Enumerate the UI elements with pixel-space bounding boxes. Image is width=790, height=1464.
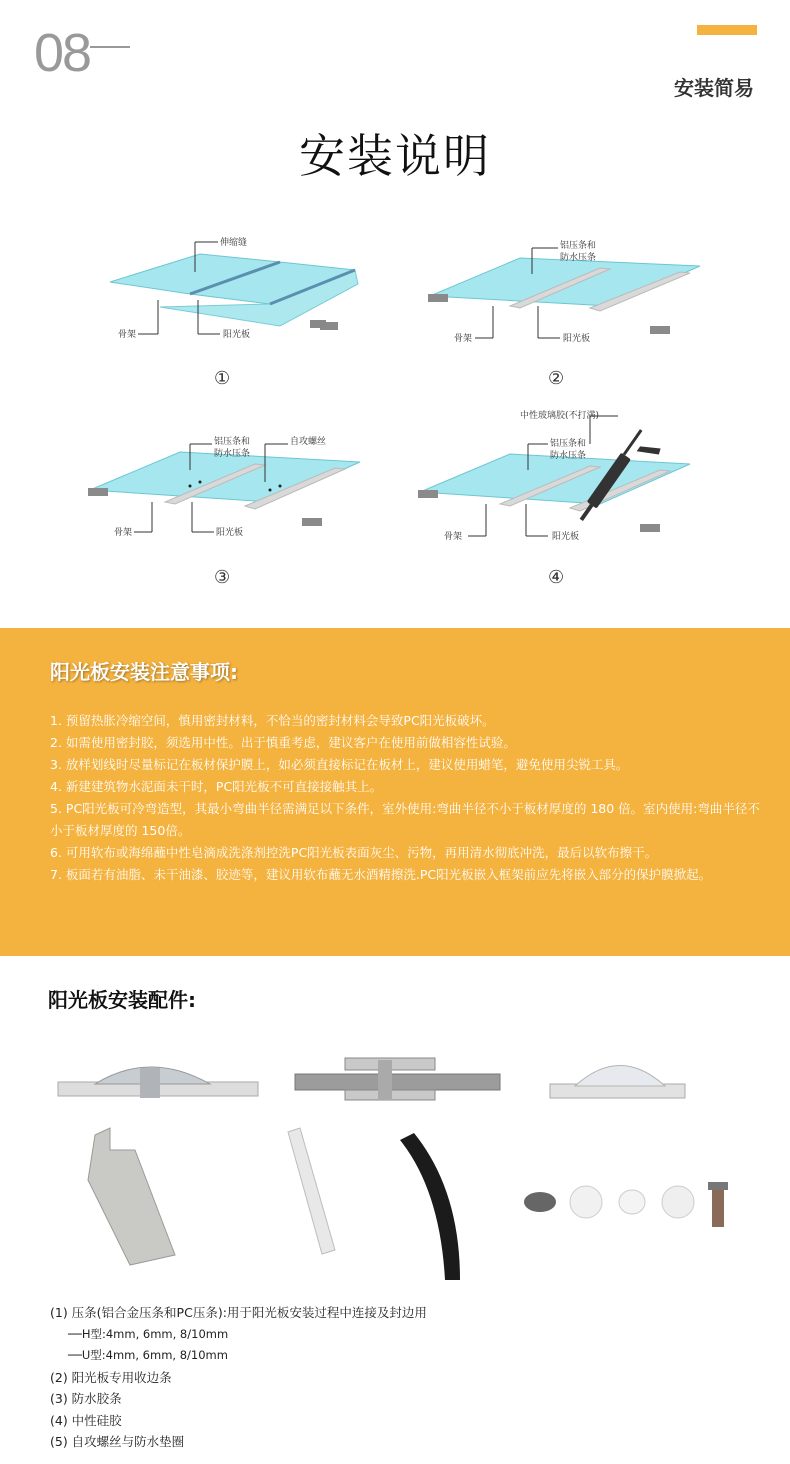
label-strip-1: 铝压条和: [550, 439, 587, 449]
label-frame: 骨架: [114, 528, 133, 538]
label-screw: 自攻螺丝: [290, 437, 327, 447]
label-strip-1: 铝压条和: [214, 437, 251, 447]
label-panel: 阳光板: [563, 334, 591, 344]
label-strip-2: 防水压条: [550, 451, 587, 461]
legend-item: (5) 自攻螺丝与防水垫圈: [50, 1434, 185, 1449]
label-strip-2: 防水压条: [560, 253, 597, 263]
notice-item: 7. 板面若有油脂、未干油漆、胶迹等，建议用软布蘸无水酒精擦洗.PC阳光板嵌入框架前应先将嵌入部分的保护膜掀起。: [50, 867, 712, 882]
label-panel: 阳光板: [216, 528, 244, 538]
aluminum-h-strip-image: [58, 1067, 258, 1098]
label-panel: 阳光板: [552, 532, 580, 542]
notice-item: 4. 新建建筑物水泥面未干时，PC阳光板不可直接接触其上。: [50, 779, 383, 794]
step-number-1: ①: [214, 368, 231, 389]
legend-item: (1) 压条(铝合金压条和PC压条):用于阳光板安装过程中连接及封边用: [50, 1305, 427, 1320]
label-panel: 阳光板: [223, 330, 251, 340]
legend-item: (2) 阳光板专用收边条: [50, 1369, 172, 1385]
notice-item: 1. 预留热胀冷缩空间，慎用密封材料，不恰当的密封材料会导致PC阳光板破坏。: [50, 713, 495, 728]
legend-item: (3) 防水胶条: [50, 1391, 122, 1406]
label-frame: 骨架: [454, 334, 473, 344]
step-number-3: ③: [214, 567, 231, 588]
diagram-step-4: [410, 404, 710, 554]
diagram-step-2: [420, 236, 720, 356]
step-number-4: ④: [548, 567, 565, 588]
pc-u-strip-image: [288, 1128, 335, 1254]
accent-bar: [697, 25, 757, 35]
legend-subitem: ──U型:4mm, 6mm, 8/10mm: [68, 1348, 228, 1362]
label-gap: 伸缩缝: [220, 238, 248, 248]
notice-list: [50, 710, 770, 886]
edge-trim-image: [88, 1128, 175, 1265]
label-strip-2: 防水压条: [214, 449, 251, 459]
diagram-step-1: [80, 232, 380, 352]
accessories-title: 阳光板安装配件:: [48, 988, 196, 1012]
accessories-legend: [50, 1302, 427, 1453]
label-glue: 中性玻璃胶(不打满): [520, 411, 600, 421]
label-strip-1: 铝压条和: [560, 241, 597, 251]
center-clip-image: [295, 1058, 500, 1100]
pc-strip-image: [550, 1066, 685, 1099]
page-title: 安装说明: [299, 129, 491, 183]
notice-item: 2. 如需使用密封胶，须选用中性。出于慎重考虑，建议客户在使用前做相容性试验。: [50, 735, 516, 750]
notice-item: 6. 可用软布或海绵蘸中性皂滴成洗涤剂控洗PC阳光板表面灰尘、污物，再用清水彻底冲洗，最后以软布擦干。: [50, 845, 658, 860]
legend-item: (4) 中性硅胶: [50, 1412, 122, 1428]
rubber-strip-image: [400, 1133, 460, 1280]
screws-washers-image: [524, 1182, 728, 1227]
section-tag: 安装简易: [674, 76, 754, 100]
section-number-line: [90, 46, 130, 48]
accessories-photos: [0, 1040, 790, 1290]
label-frame: 骨架: [118, 330, 137, 340]
section-number: 08: [34, 23, 91, 83]
notice-item: 5. PC阳光板可冷弯造型，其最小弯曲半径需满足以下条件，室外使用:弯曲半径不小于板材厚度的 180 倍。室内使用:弯曲半径不小于板材厚度的 150倍。: [50, 801, 760, 838]
label-frame: 骨架: [444, 532, 463, 542]
legend-subitem: ──H型:4mm, 6mm, 8/10mm: [68, 1326, 229, 1341]
diagram-step-3: [80, 432, 380, 552]
notice-title: 阳光板安装注意事项:: [50, 660, 238, 684]
notice-item: 3. 放样划线时尽量标记在板材保护膜上，如必须直接标记在板材上，建议使用蜡笔，避免使用尖锐工具。: [50, 757, 629, 772]
step-number-2: ②: [548, 368, 565, 389]
